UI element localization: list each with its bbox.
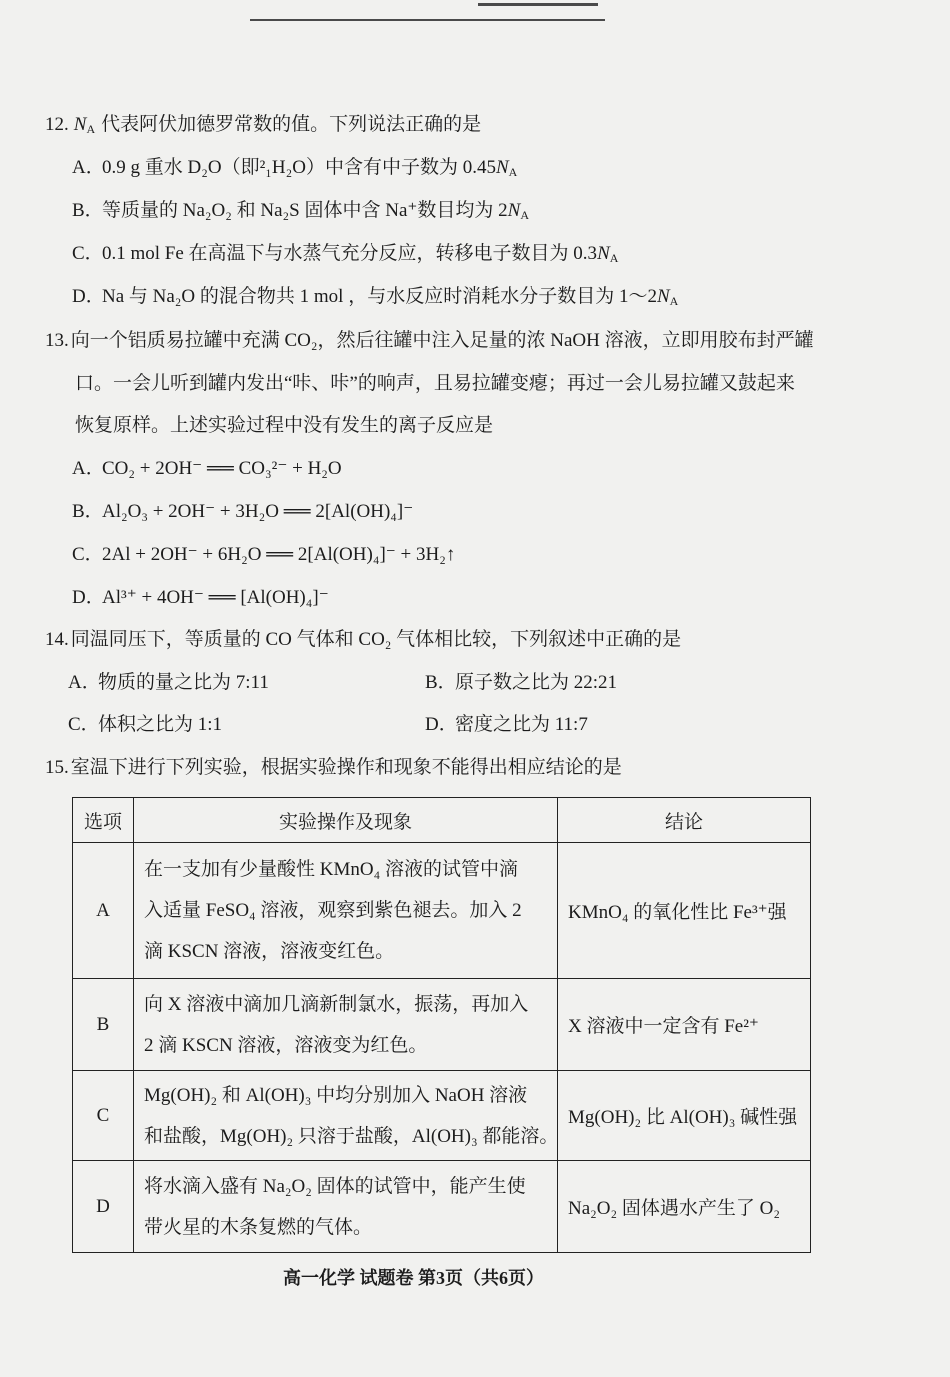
option-label: B． — [72, 200, 104, 221]
table-row-b — [73, 979, 811, 1071]
option-text: 密度之比为 11:7 — [455, 714, 588, 735]
row-operation — [134, 843, 558, 979]
option-text: 0.1 mol Fe 在高温下与水蒸气充分反应，转移电子数目为 0.3 — [102, 243, 598, 264]
option-label: B． — [425, 672, 457, 693]
option-label: D． — [72, 587, 105, 608]
option-text: 0.9 g 重水 D₂O（即²₁H₂O）中含有中子数为 0.45 — [102, 157, 496, 178]
scan-top-smudge — [478, 3, 598, 6]
q15-number: 15. — [45, 757, 69, 778]
q12-option-a — [72, 156, 517, 180]
q13-stem-text: 口。一会儿听到罐内发出“咔、咔”的响声，且易拉罐变瘪；再过一会儿易拉罐又鼓起来 — [75, 373, 795, 394]
q13-option-b — [72, 500, 413, 524]
option-text: 物质的量之比为 7:11 — [98, 672, 269, 693]
row-option-label: C — [73, 1071, 134, 1161]
avogadro-symbol: N — [495, 157, 509, 178]
operation-line: 带火星的木条复燃的气体。 — [144, 1216, 373, 1238]
q14-option-a — [68, 671, 269, 695]
q13-stem-line-2 — [75, 372, 795, 396]
q14-option-c — [68, 713, 222, 737]
option-label: C． — [68, 714, 100, 735]
operation-line: 入适量 FeSO₄ 溶液，观察到紫色褪去。加入 2 — [144, 900, 522, 921]
q12-number: 12. — [45, 114, 69, 135]
row-conclusion: Mg(OH)₂ 比 Al(OH)₃ 碱性强 — [558, 1071, 811, 1161]
option-label: D． — [425, 714, 458, 735]
option-equation: CO₂ + 2OH⁻ ══ CO₃²⁻ + H₂O — [102, 458, 342, 479]
option-label: C． — [72, 544, 104, 565]
operation-line: 将水滴入盛有 Na₂O₂ 固体的试管中，能产生使 — [144, 1175, 526, 1197]
q12-stem-text: 代表阿伏加德罗常数的值。下列说法正确的是 — [101, 114, 482, 135]
avogadro-subscript: A — [609, 251, 619, 265]
operation-line: 在一支加有少量酸性 KMnO₄ 溶液的试管中滴 — [144, 859, 518, 880]
scan-top-rule — [250, 19, 605, 21]
operation-line: 滴 KSCN 溶液，溶液变红色。 — [144, 941, 395, 962]
row-option-label: A — [73, 843, 134, 979]
page-footer: 高一化学 试题卷 第3页（共6页） — [283, 1268, 544, 1288]
q13-stem-line-1 — [45, 329, 814, 353]
avogadro-symbol: N — [656, 286, 670, 307]
row-operation — [134, 979, 558, 1071]
q14-option-d — [425, 713, 588, 737]
q12-option-b — [72, 199, 529, 223]
q13-option-a — [72, 457, 342, 481]
avogadro-symbol: N — [507, 200, 521, 221]
option-label: A． — [72, 157, 105, 178]
table-row-c — [73, 1071, 811, 1161]
q12-option-d — [72, 285, 678, 309]
q13-option-c — [72, 543, 455, 567]
option-text: Na 与 Na₂O 的混合物共 1 mol ，与水反应时消耗水分子数目为 1～2 — [102, 286, 657, 307]
option-equation: 2Al + 2OH⁻ + 6H₂O ══ 2[Al(OH)₄]⁻ + 3H₂↑ — [102, 544, 456, 565]
q13-option-d — [72, 586, 329, 610]
row-operation — [134, 1161, 558, 1253]
q14-stem — [45, 628, 681, 652]
operation-line: 向 X 溶液中滴加几滴新制氯水，振荡，再加入 — [144, 993, 529, 1015]
q14-number: 14. — [45, 629, 69, 650]
option-label: B． — [72, 501, 104, 522]
header-option: 选项 — [73, 798, 134, 843]
operation-line: 和盐酸，Mg(OH)₂ 只溶于盐酸，Al(OH)₃ 都能溶。 — [144, 1125, 559, 1147]
row-conclusion: X 溶液中一定含有 Fe²⁺ — [558, 979, 811, 1071]
option-text: 原子数之比为 22:21 — [455, 672, 618, 693]
option-equation: Al³⁺ + 4OH⁻ ══ [Al(OH)₄]⁻ — [102, 587, 329, 608]
q12-option-c — [72, 242, 618, 266]
row-option-label: B — [73, 979, 134, 1071]
header-conclusion: 结论 — [558, 798, 811, 843]
avogadro-subscript: A — [669, 294, 679, 308]
row-conclusion: Na₂O₂ 固体遇水产生了 O₂ — [558, 1161, 811, 1253]
q15-stem — [45, 756, 622, 780]
experiment-table — [72, 797, 811, 1253]
avogadro-subscript: A — [520, 208, 530, 222]
q13-stem-line-3 — [75, 414, 493, 438]
row-option-label: D — [73, 1161, 134, 1253]
row-conclusion: KMnO₄ 的氧化性比 Fe³⁺强 — [558, 843, 811, 979]
option-text: 等质量的 Na₂O₂ 和 Na₂S 固体中含 Na⁺数目均为 2 — [102, 200, 508, 221]
table-row-d — [73, 1161, 811, 1253]
option-text: 体积之比为 1:1 — [98, 714, 223, 735]
operation-line: Mg(OH)₂ 和 Al(OH)₃ 中均分别加入 NaOH 溶液 — [144, 1084, 528, 1106]
avogadro-subscript: A — [508, 165, 518, 179]
q13-number: 13. — [45, 330, 69, 351]
q14-option-b — [425, 671, 617, 695]
operation-line: 2 滴 KSCN 溶液，溶液变为红色。 — [144, 1034, 428, 1056]
row-operation — [134, 1071, 558, 1161]
q13-stem-text: 向一个铝质易拉罐中充满 CO₂，然后往罐中注入足量的浓 NaOH 溶液，立即用胶布封严罐 — [70, 330, 814, 351]
q15-stem-text: 室温下进行下列实验，根据实验操作和现象不能得出相应结论的是 — [70, 757, 622, 778]
q13-stem-text: 恢复原样。上述实验过程中没有发生的离子反应是 — [75, 415, 494, 436]
option-label: A． — [72, 458, 105, 479]
option-label: A． — [68, 672, 101, 693]
avogadro-symbol: N — [597, 243, 610, 264]
avogadro-subscript: A — [86, 122, 96, 136]
option-label: C． — [72, 243, 104, 264]
header-operation: 实验操作及现象 — [134, 798, 558, 843]
q12-stem — [45, 113, 481, 137]
table-header-row — [73, 798, 811, 843]
option-equation: Al₂O₃ + 2OH⁻ + 3H₂O ══ 2[Al(OH)₄]⁻ — [102, 501, 414, 522]
q14-stem-text: 同温同压下，等质量的 CO 气体和 CO₂ 气体相比较，下列叙述中正确的是 — [70, 629, 682, 650]
avogadro-symbol: N — [73, 114, 87, 135]
option-label: D． — [72, 286, 105, 307]
table-row-a — [73, 843, 811, 979]
